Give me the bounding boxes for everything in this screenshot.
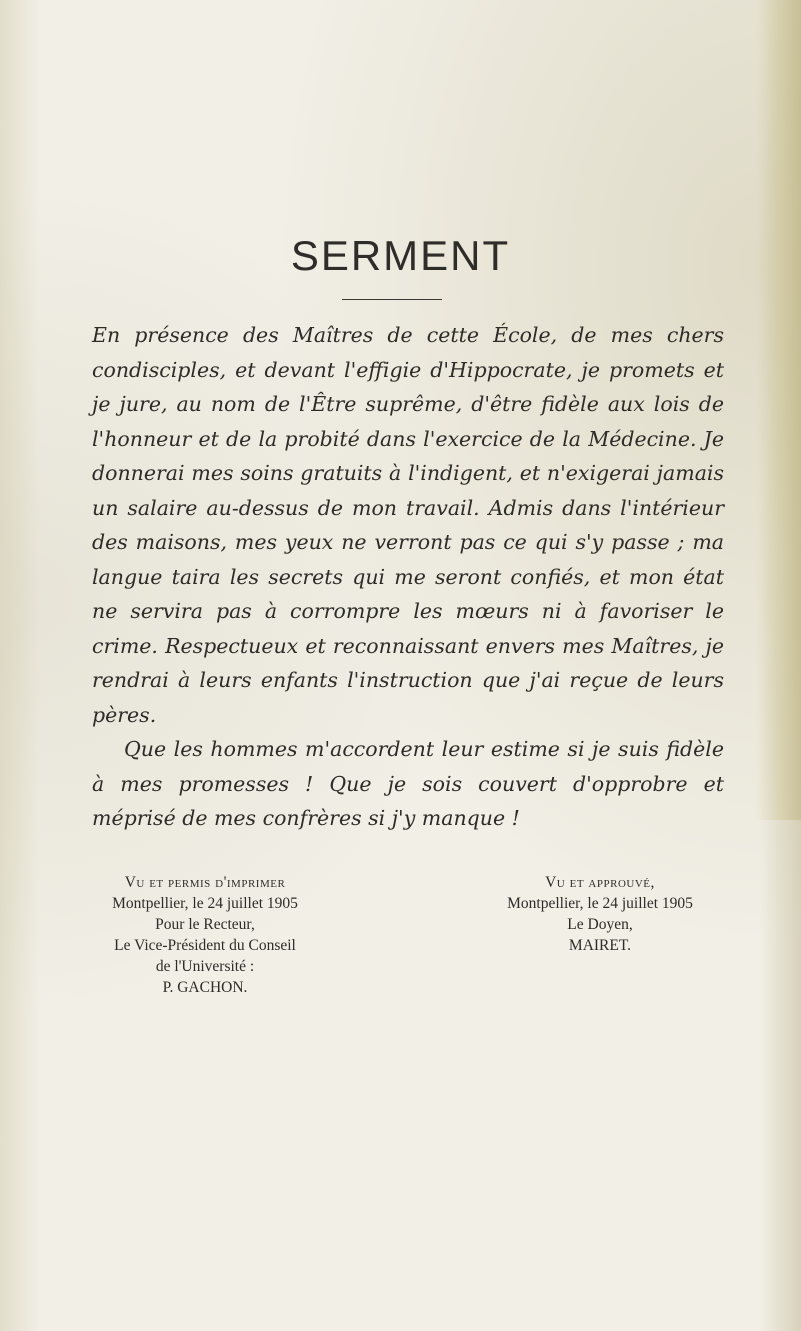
right-approval-line-3: Le Doyen, [567,916,633,933]
page-stain [755,0,801,820]
left-approval-line-5: de l'Université : [155,958,255,975]
oath-paragraph-1: En présence des Maîtres de cette École, de mes chers condisciples, et devant l'effigie d'Hippocrate, je promets et je jure, au nom de l'Être suprême, d'être fidèle aux lois de l'honneur et de la probité dans l'exercice de la Médecine. Je donnerai mes soins gratuits à l'indigent, et n'exigerai jamais un salaire au-dessus de mon travail. Admis dans l'intérieur des maisons, mes yeux ne verront pas ce qui s'y passe ; ma langue taira les secrets qui me seront confiés, et mon état ne servira pas à corrompre les mœurs ni à favoriser le crime. Respectueux et reconnaissant envers mes Maîtres, je rendrai à leurs enfants l'instruction que j'ai reçue de leurs pères. [92,323,724,727]
left-approval-signatory: P. GACHON. [162,979,248,996]
right-approval-signatory: MAIRET. [568,937,632,954]
right-approval-place-date: Montpellier, le 24 juillet 1905 [507,895,693,912]
left-approval-place-date: Montpellier, le 24 juillet 1905 [112,895,298,912]
left-approval-line-4: Le Vice-Président du Conseil [114,937,296,954]
oath-paragraph-2: Que les hommes m'accordent leur estime si je suis fidèle à mes promesses ! Que je sois couvert d'opprobre et méprisé de mes confrères si j'y manque ! [92,737,724,830]
left-approval-heading: Vu et permis d'imprimer [124,874,286,891]
title-divider [342,299,442,300]
right-approval-heading: Vu et approuvé, [545,874,655,891]
left-approval-line-3: Pour le Recteur, [155,916,255,933]
document-title: SERMENT [290,232,511,279]
right-approval-block [484,872,716,956]
oath-text [92,318,724,836]
left-approval-block [96,872,314,998]
